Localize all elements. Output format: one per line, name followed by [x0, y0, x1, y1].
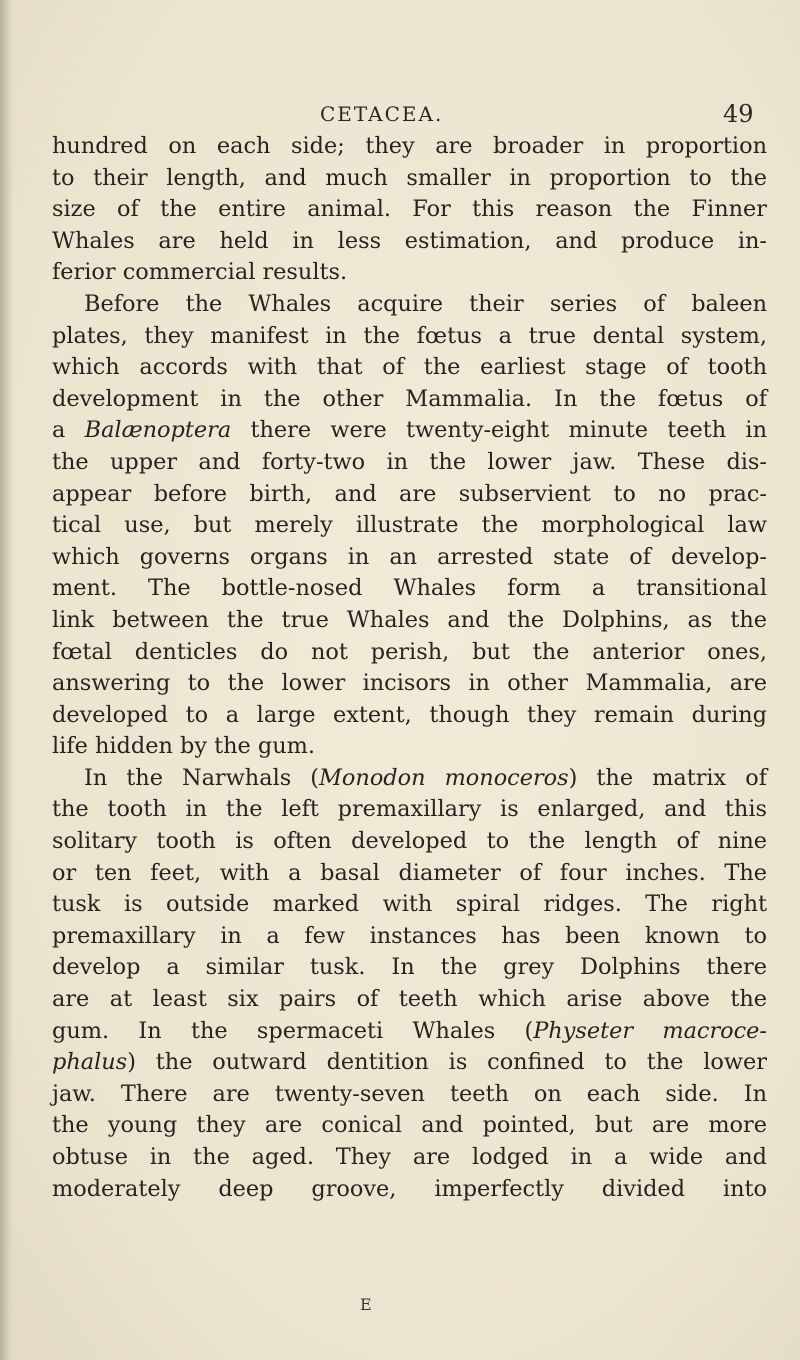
italic-term: phalus — [52, 1049, 128, 1076]
text-line: the young they are conical and pointed, but are more — [52, 1112, 767, 1139]
text-line: developed to a large extent, though they remain during — [52, 701, 767, 728]
text-line: In the Narwhals (Monodon monoceros) the matrix of — [84, 764, 767, 791]
page-gutter-shadow — [0, 0, 14, 1360]
body-text — [52, 131, 767, 1205]
text-line: hundred on each side; they are broader in proportion — [52, 133, 767, 159]
text-line: or ten feet, with a basal diameter of four inches. The — [52, 859, 767, 886]
text-line: obtuse in the aged. They are lodged in a wide and — [52, 1144, 767, 1170]
text-line: appear before birth, and are subservient to no prac- — [52, 480, 767, 507]
text-line: development in the other Mammalia. In the fœtus of — [52, 385, 767, 412]
running-head: CETACEA. — [320, 102, 444, 126]
italic-term: Monodon monoceros — [319, 764, 569, 791]
signature-mark: E — [360, 1295, 372, 1314]
text-line: tusk is outside marked with spiral ridges. The right — [52, 891, 767, 918]
text-line: the upper and forty-two in the lower jaw. These dis- — [52, 448, 767, 475]
text-line: size of the entire animal. For this reason the Finner — [52, 196, 767, 223]
text-line: develop a similar tusk. In the grey Dolphins there — [52, 954, 767, 981]
italic-term: Balænoptera — [84, 417, 232, 444]
text-line: answering to the lower incisors in other Mammalia, are — [52, 670, 767, 697]
text-line: phalus) the outward dentition is confined to the lower — [52, 1049, 767, 1076]
text-line: gum. In the spermaceti Whales (Physeter macroce- — [52, 1017, 767, 1044]
text-line: link between the true Whales and the Dolphins, as the — [52, 606, 767, 633]
text-line: which governs organs in an arrested state of develop- — [52, 543, 767, 570]
text-line: Whales are held in less estimation, and produce in- — [52, 227, 767, 254]
italic-term: Physeter macroce- — [533, 1017, 767, 1044]
text-line: solitary tooth is often developed to the length of nine — [52, 828, 767, 855]
text-line: plates, they manifest in the fœtus a true dental system, — [52, 322, 767, 349]
text-line: ment. The bottle-nosed Whales form a transitional — [52, 575, 767, 602]
text-line: a Balænoptera there were twenty-eight minute teeth in — [52, 417, 767, 444]
page-number: 49 — [723, 100, 754, 128]
text-line: are at least six pairs of teeth which arise above the — [52, 986, 767, 1013]
text-line: life hidden by the gum. — [52, 733, 316, 760]
text-line: moderately deep groove, imperfectly divided into — [52, 1175, 767, 1202]
text-line: premaxillary in a few instances has been known to — [52, 922, 767, 949]
text-line: to their length, and much smaller in proportion to the — [52, 164, 767, 191]
text-line: tical use, but merely illustrate the morphological law — [52, 512, 767, 539]
text-line: which accords with that of the earliest stage of tooth — [52, 354, 767, 381]
text-line: jaw. There are twenty-seven teeth on each side. In — [52, 1080, 767, 1107]
text-line: ferior commercial results. — [52, 259, 348, 286]
text-line: fœtal denticles do not perish, but the anterior ones, — [52, 638, 767, 665]
text-line: the tooth in the left premaxillary is enlarged, and this — [52, 796, 767, 823]
text-line: Before the Whales acquire their series of baleen — [84, 290, 767, 317]
